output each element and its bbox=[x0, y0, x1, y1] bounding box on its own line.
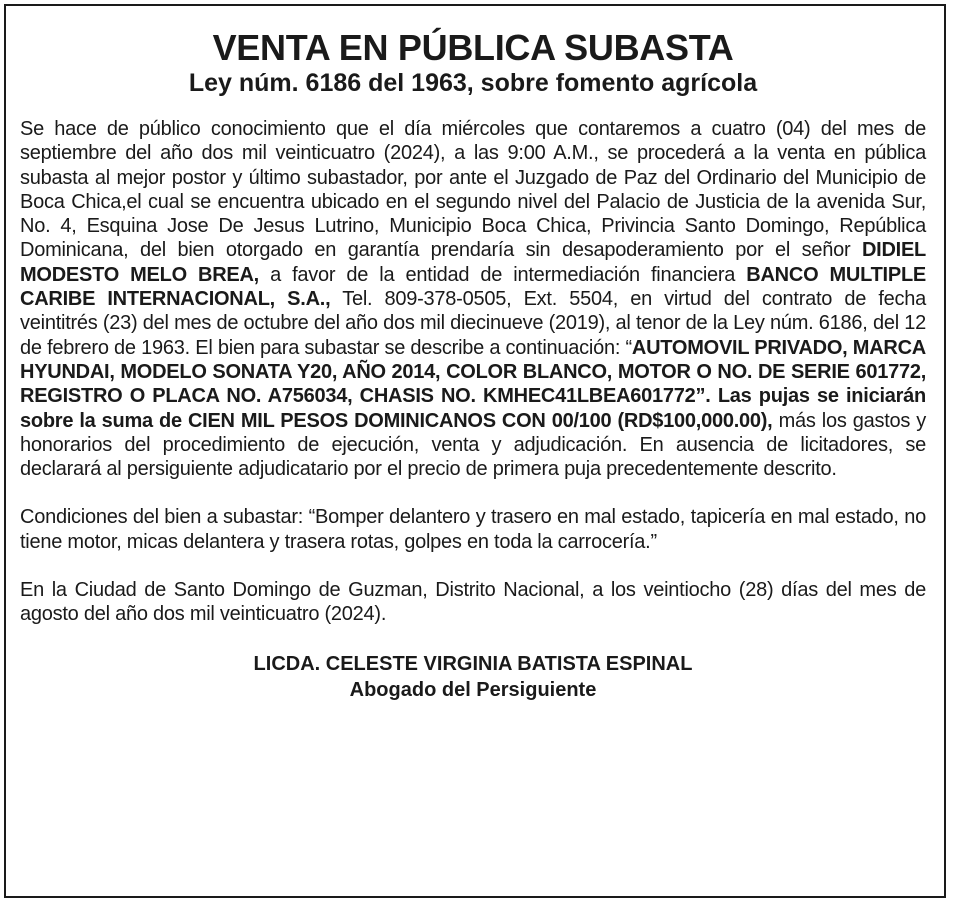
signer-role: Abogado del Persiguiente bbox=[349, 678, 597, 701]
paragraph-text: Se hace de público conocimiento que el día miércoles que contaremos a cuatro (04) del mes de septiembre del año dos mil veinticuatro (2024), a las 9:00 A.M., se procederá a la venta en pública subasta al mejor postor y último subastador, por ante el Juzgado de Paz del Ordinario del Municipio de Boca Chica,el cual se encuentra ubicado en el segundo nivel del Palacio de Justicia de la avenida Sur, No. 4, Esquina Jose De Jesus Lutrino, Municipio Boca Chica, Privincia Santo Domingo, República Dominicana, del bien otorgado en garantía prendaría sin desapoderamiento por el señor bbox=[20, 118, 926, 262]
signature-block bbox=[20, 651, 926, 703]
vehicle-description: AUTOMOVIL PRIVADO, MARCA HYUNDAI, MODELO SONATA Y20, AÑO 2014, COLOR BLANCO, MOTOR O NO. DE SERIE 601772, REGISTRO O PLACA NO. A756034, CHASIS NO. KMHEC41LBEA601772”. Las pujas se iniciarán sobre la suma de CIEN MIL PESOS DOMINICANOS CON 00/100 (RD$100,000.00), bbox=[20, 336, 926, 432]
paragraph-text: más los gastos y honorarios del procedimiento de ejecución, venta y adjudicación. En ausencia de licitadores, se declarará al persiguiente adjudicatario por el precio de primera puja precedentemente descrito. bbox=[20, 409, 926, 481]
paragraph-text: a favor de la entidad de intermediación financiera bbox=[258, 263, 747, 286]
place-date-paragraph: En la Ciudad de Santo Domingo de Guzman, Distrito Nacional, a los veintiocho (28) días del mes de agosto del año dos mil veinticuatro (2024). bbox=[20, 579, 926, 626]
notice-title: VENTA EN PÚBLICA SUBASTA bbox=[212, 27, 734, 68]
debtor-name: DIDIEL MODESTO MELO BREA, bbox=[20, 239, 926, 286]
auction-details-paragraph bbox=[20, 117, 926, 481]
conditions-paragraph: Condiciones del bien a subastar: “Bomper delantero y trasero en mal estado, tapicería en mal estado, no tiene motor, micas delantera y trasera rotas, golpes en toda la carrocería.” bbox=[20, 506, 926, 553]
notice-subtitle: Ley núm. 6186 del 1963, sobre fomento agrícola bbox=[188, 69, 758, 97]
paragraph-text: Tel. 809-378-0505, Ext. 5504, en virtud del contrato de fecha veintitrés (23) del mes de octubre del año dos mil diecinueve (2019), al tenor de la Ley núm. 6186, del 12 de febrero de 1963. El bien para subastar se describe a continuación: “ bbox=[20, 288, 926, 359]
signer-name: LICDA. CELESTE VIRGINIA BATISTA ESPINAL bbox=[253, 652, 693, 675]
bank-name: BANCO MULTIPLE CARIBE INTERNACIONAL, S.A., bbox=[20, 263, 926, 311]
notice-content bbox=[20, 28, 926, 703]
